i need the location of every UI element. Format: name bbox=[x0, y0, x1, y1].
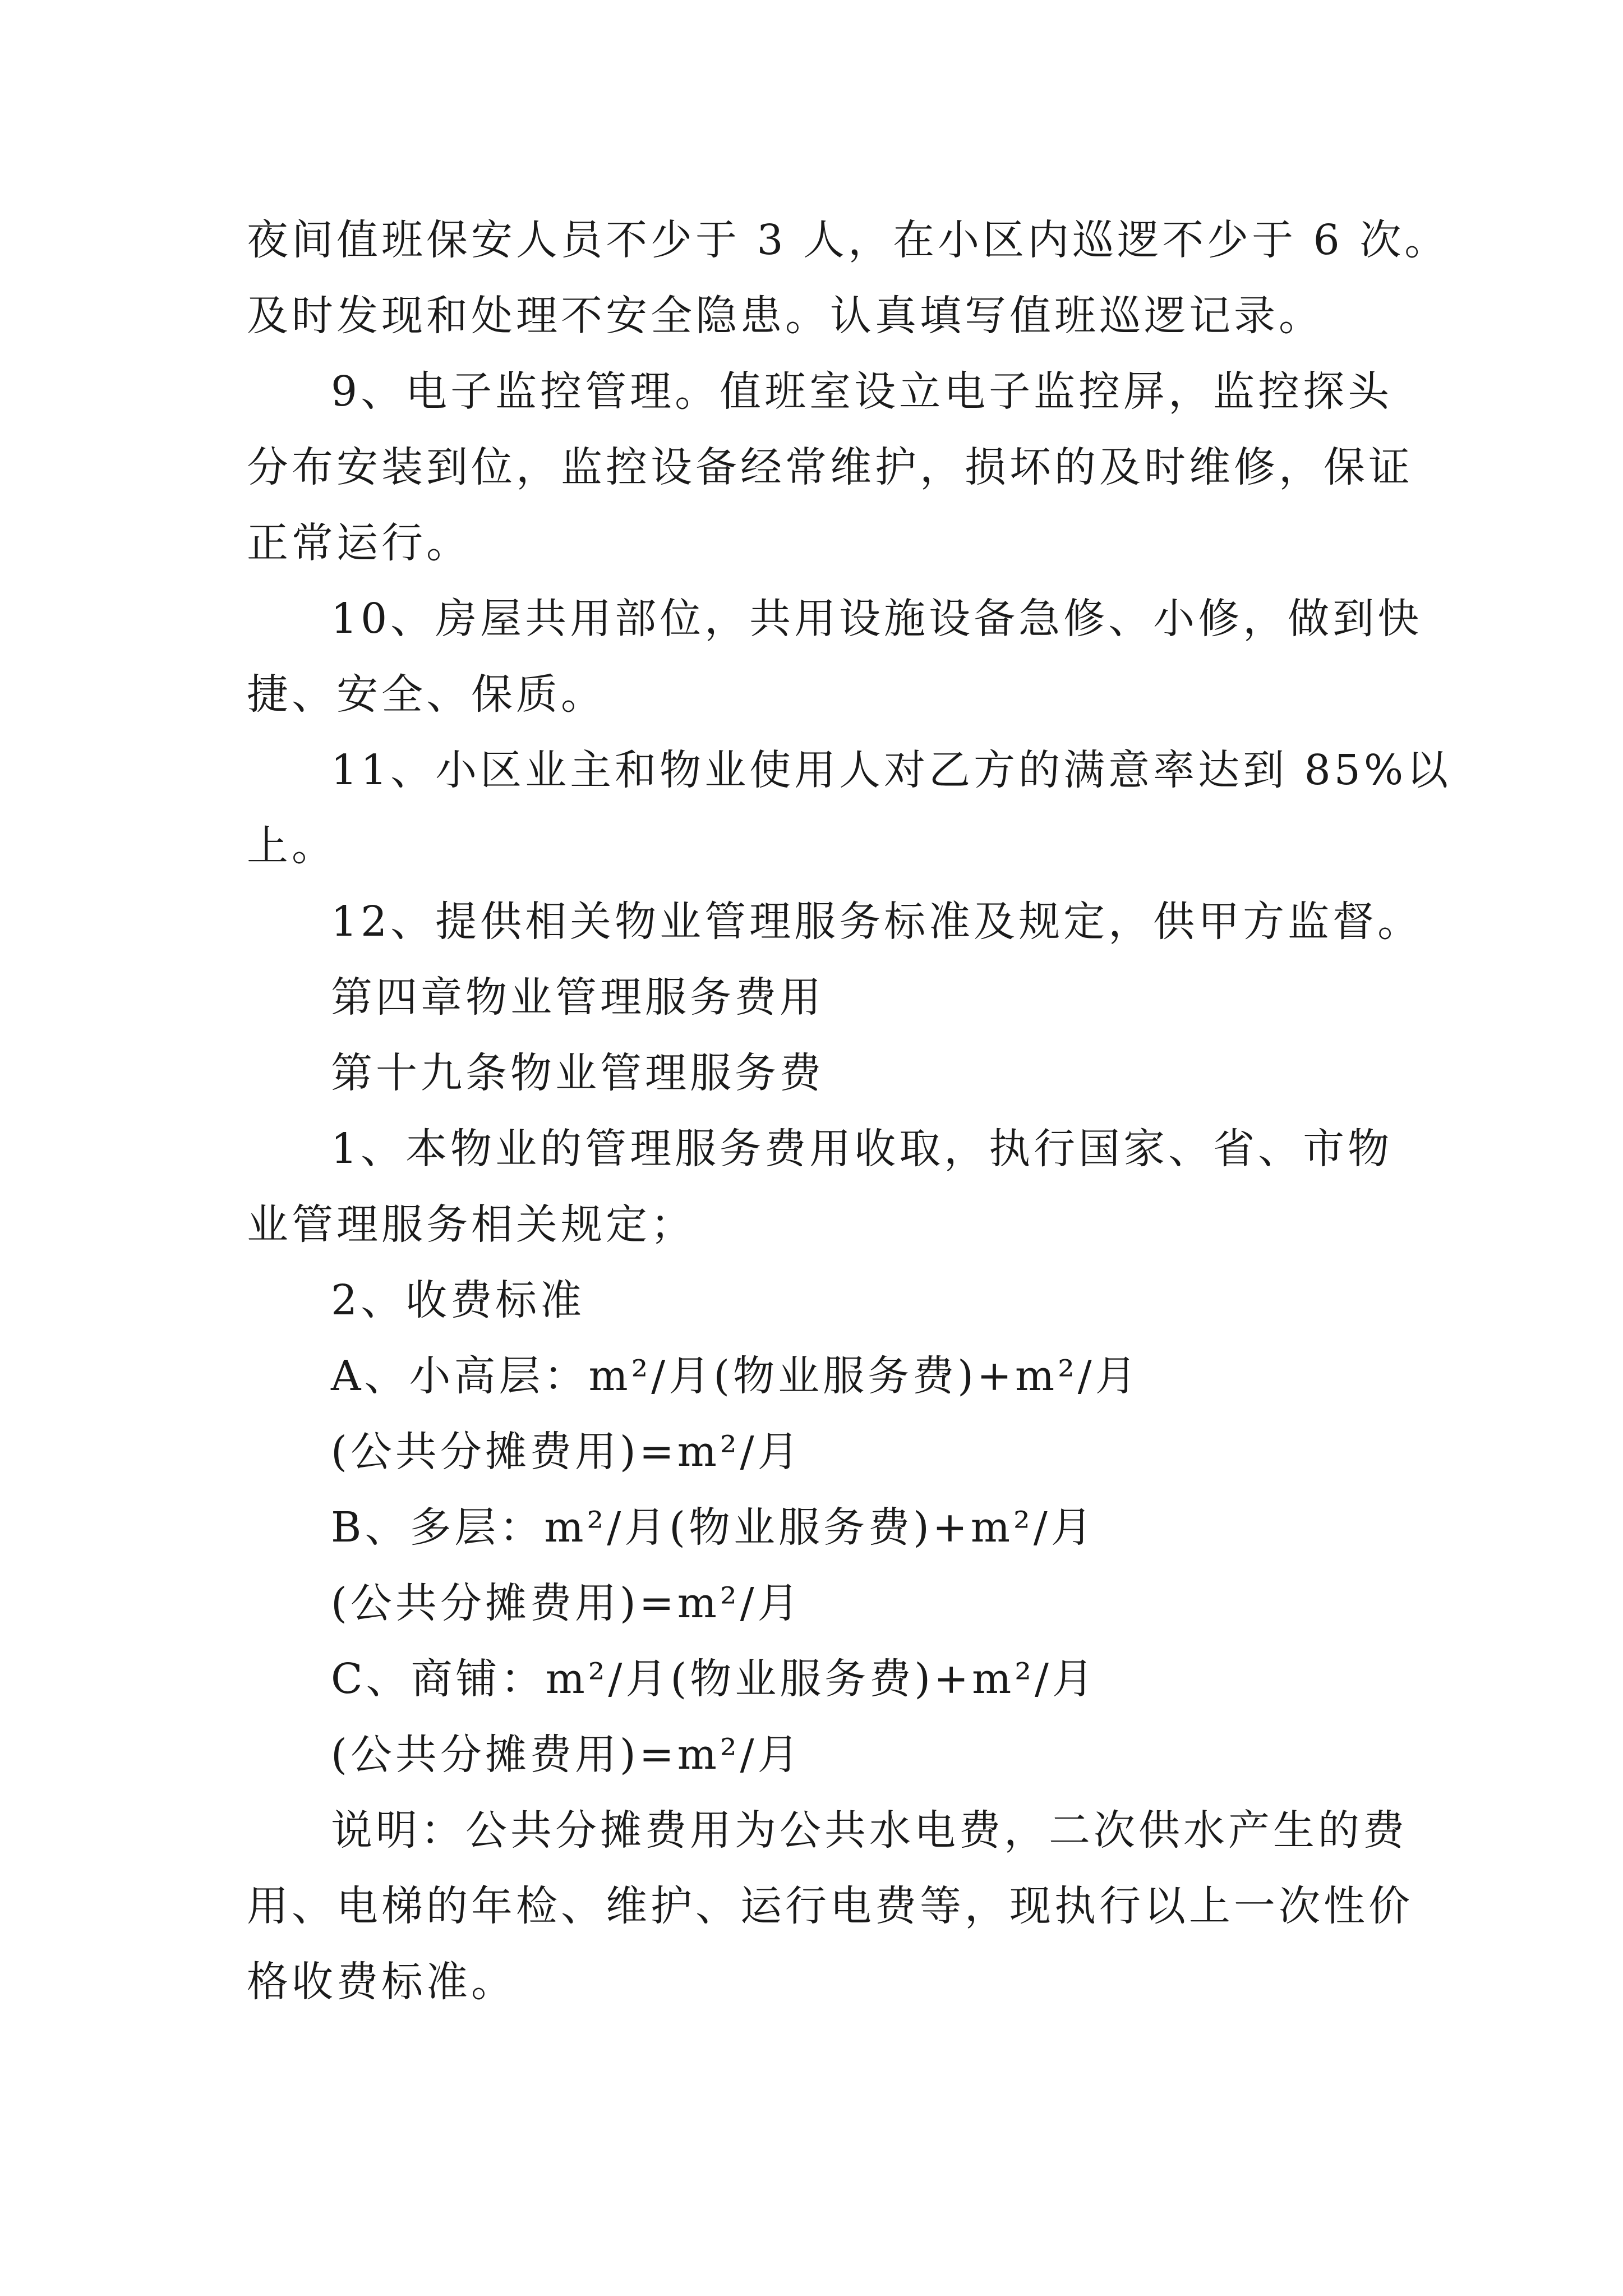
text-line: 夜间值班保安人员不少于 3 人，在小区内巡逻不少于 6 次。 bbox=[247, 216, 1450, 264]
text-line: 2、收费标准 bbox=[331, 1276, 585, 1324]
text-line: 说明：公共分摊费用为公共水电费，二次供水产生的费 bbox=[331, 1806, 1408, 1855]
text-line: 捷、安全、保质。 bbox=[247, 670, 606, 719]
text-line: 11、小区业主和物业使用人对乙方的满意率达到 85%以 bbox=[331, 746, 1452, 794]
text-line: (公共分摊费用)=m²/月 bbox=[331, 1731, 803, 1779]
text-line: (公共分摊费用)=m²/月 bbox=[331, 1579, 803, 1627]
text-line: C、商铺：m²/月(物业服务费)+m²/月 bbox=[331, 1655, 1097, 1703]
text-line: 1、本物业的管理服务费用收取，执行国家、省、市物 bbox=[331, 1125, 1393, 1173]
article-heading: 第十九条物业管理服务费 bbox=[331, 1049, 824, 1097]
text-line: 9、电子监控管理。值班室设立电子监控屏，监控探头 bbox=[331, 367, 1393, 416]
text-line: 格收费标准。 bbox=[247, 1958, 516, 2006]
chapter-heading: 第四章物业管理服务费用 bbox=[331, 973, 824, 1022]
text-line: (公共分摊费用)=m²/月 bbox=[331, 1428, 803, 1476]
text-line: A、小高层：m²/月(物业服务费)+m²/月 bbox=[331, 1352, 1140, 1400]
text-line: 及时发现和处理不安全隐患。认真填写值班巡逻记录。 bbox=[247, 292, 1324, 340]
text-line: 10、房屋共用部位，共用设施设备急修、小修，做到快 bbox=[331, 595, 1423, 643]
text-line: 业管理服务相关规定； bbox=[247, 1200, 695, 1249]
text-line: 12、提供相关物业管理服务标准及规定，供甲方监督。 bbox=[331, 898, 1423, 946]
text-line: 上。 bbox=[247, 822, 336, 870]
text-line: 正常运行。 bbox=[247, 519, 471, 567]
text-line: B、多层：m²/月(物业服务费)+m²/月 bbox=[331, 1503, 1096, 1552]
text-line: 用、电梯的年检、维护、运行电费等，现执行以上一次性价 bbox=[247, 1882, 1413, 1930]
text-line: 分布安装到位，监控设备经常维护，损坏的及时维修，保证 bbox=[247, 443, 1413, 491]
